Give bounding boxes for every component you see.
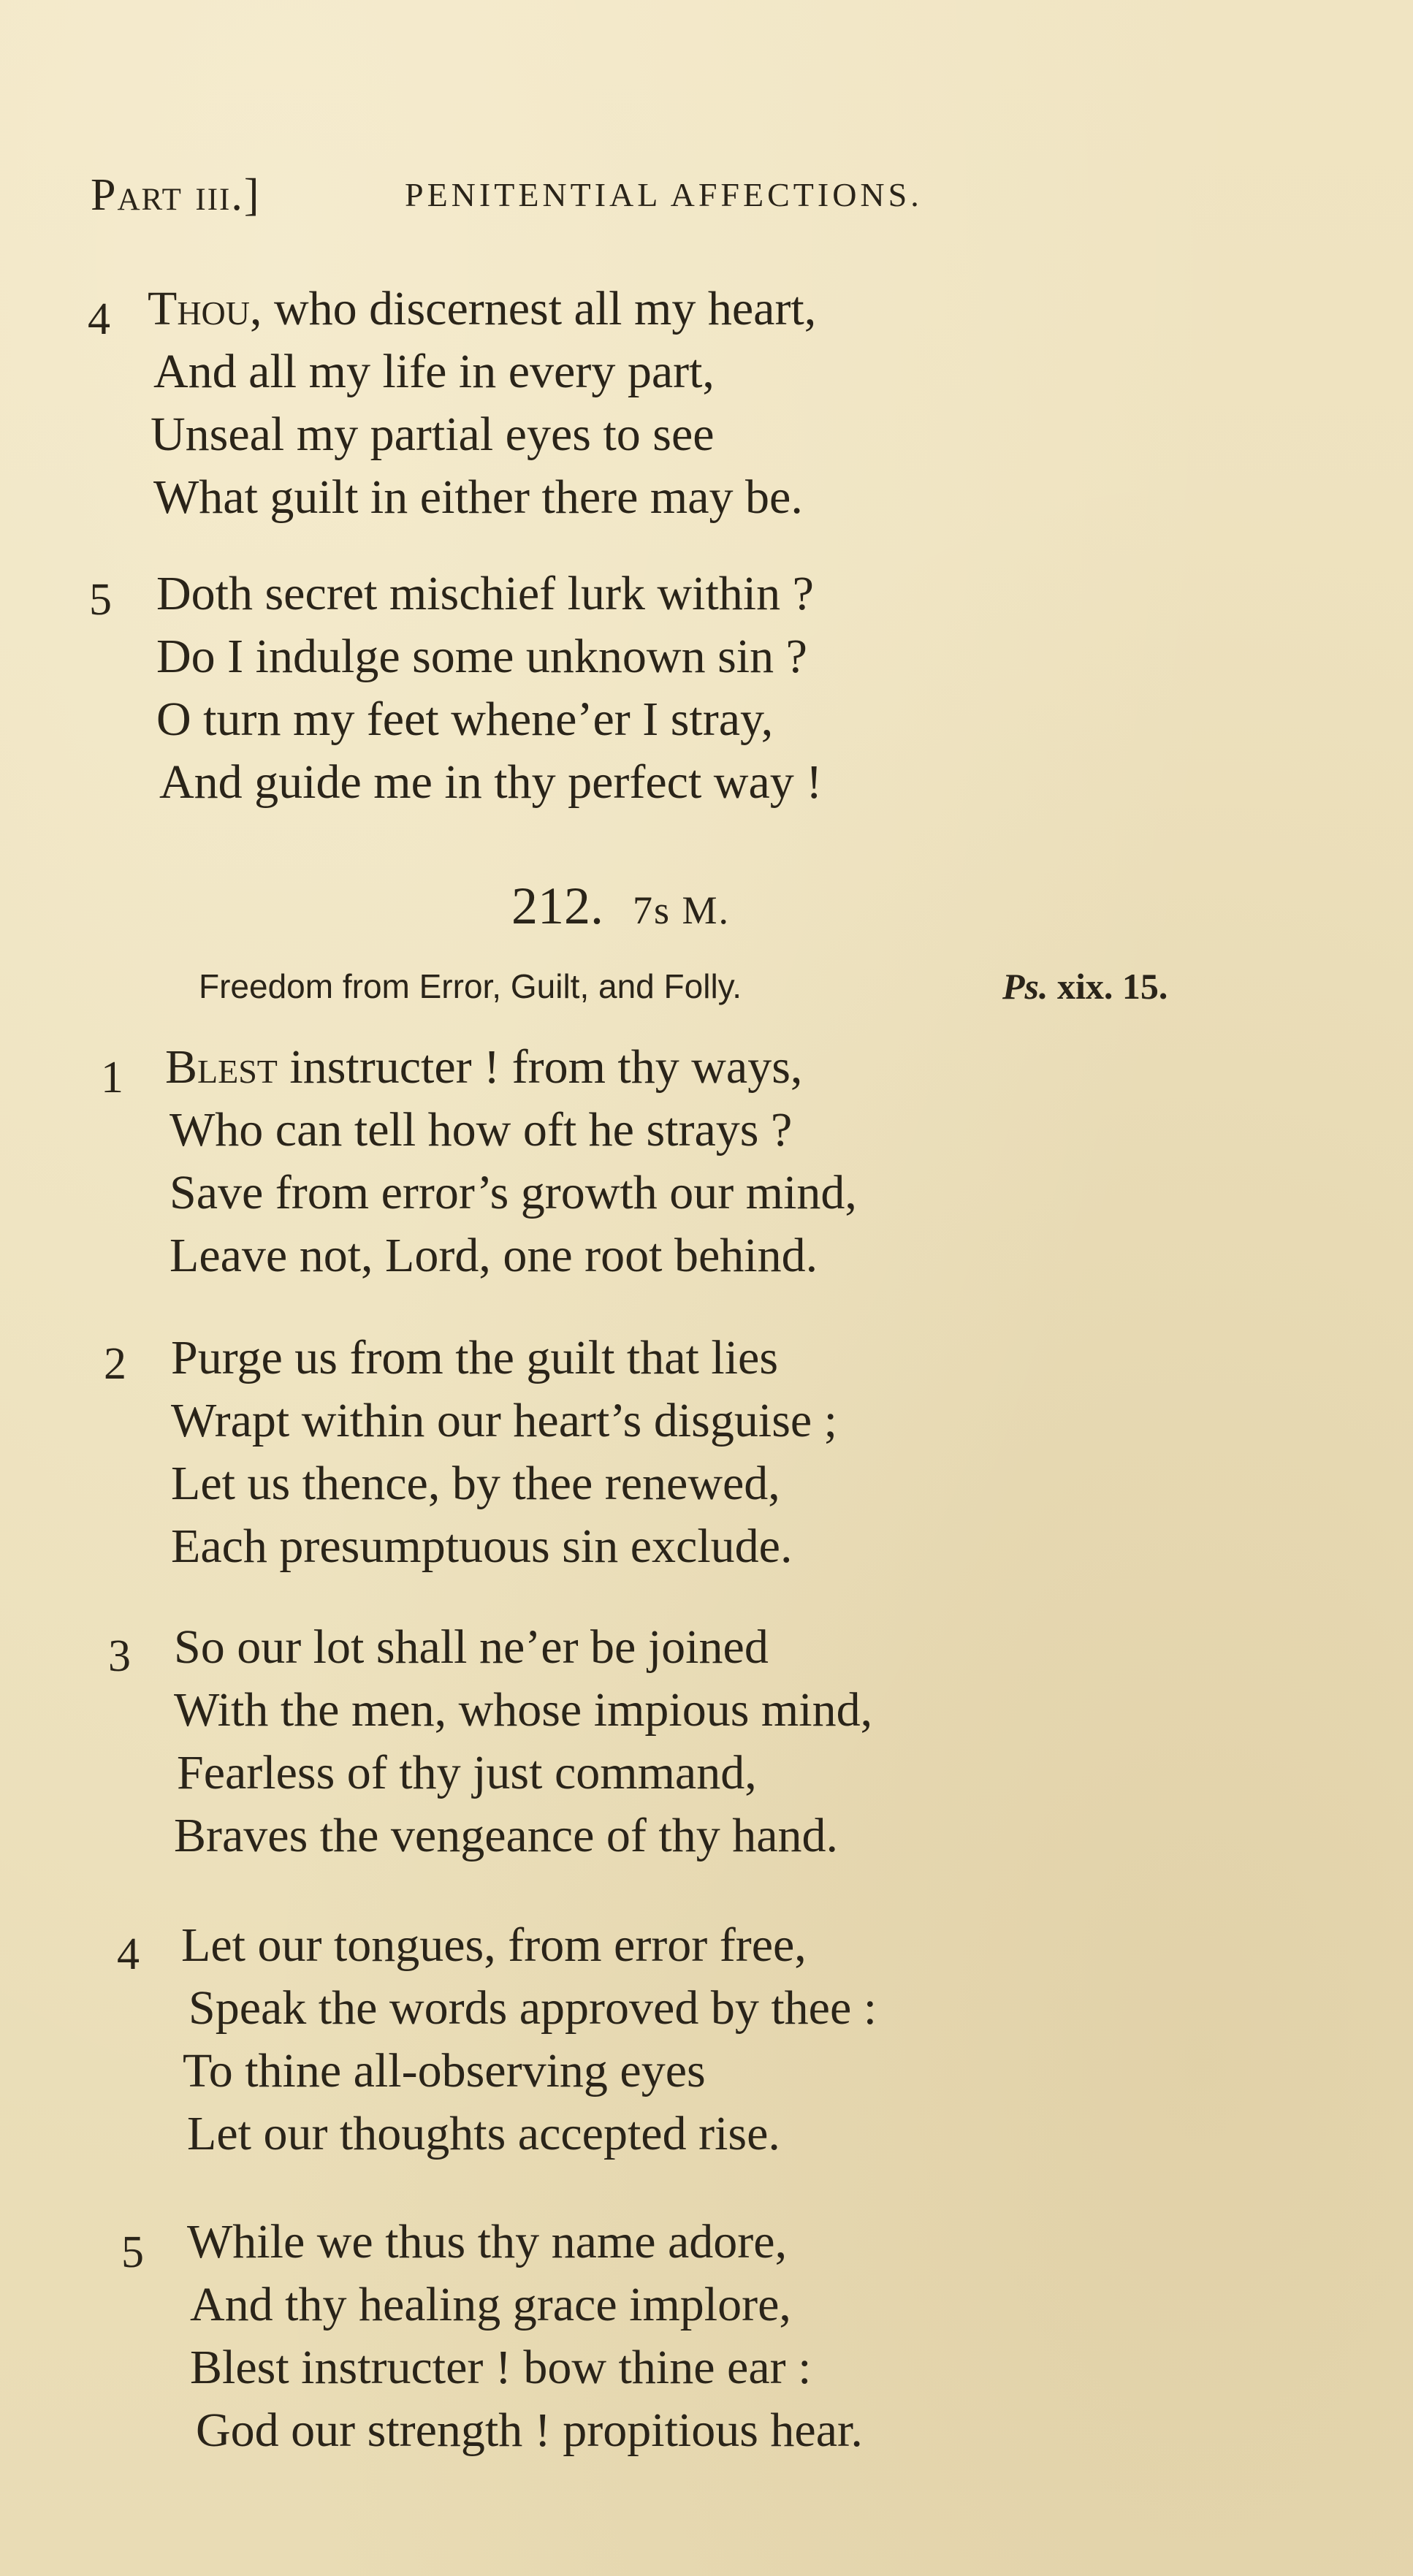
- stanza-number: 5: [89, 575, 112, 625]
- stanza-number: 2: [104, 1339, 126, 1389]
- reference-book: Ps.: [1002, 966, 1048, 1007]
- verse-line: Unseal my partial eyes to see: [151, 408, 715, 461]
- verse-line: Do I indulge some unknown sin ?: [156, 630, 807, 683]
- verse-line: Thou, who discernest all my heart,: [148, 282, 817, 335]
- hymn-heading: [511, 869, 730, 947]
- running-title: PENITENTIAL AFFECTIONS.: [405, 176, 923, 213]
- verse-line: And thy healing grace implore,: [190, 2278, 791, 2331]
- subtitle-text: Freedom from Error, Guilt, and Folly.: [199, 967, 742, 1005]
- reference-verse: xix. 15.: [1057, 966, 1168, 1007]
- verse-line: Speak the words approved by thee :: [188, 1981, 877, 2035]
- verse-line: Blest instructer ! bow thine ear :: [190, 2341, 812, 2394]
- verse-line: And all my life in every part,: [153, 345, 715, 398]
- verse-line: Who can tell how oft he strays ?: [170, 1103, 793, 1156]
- part-label: Part iii.]: [91, 170, 261, 220]
- verse-line: So our lot shall ne’er be joined: [174, 1620, 769, 1674]
- verse-line: Let us thence, by thee renewed,: [171, 1457, 780, 1510]
- hymn-number: 212.: [511, 877, 603, 935]
- verse-line: Let our tongues, from error free,: [181, 1918, 807, 1972]
- verse-line: O turn my feet whene’er I stray,: [156, 693, 774, 746]
- verse-line: Let our thoughts accepted rise.: [187, 2107, 780, 2160]
- verse-line: Leave not, Lord, one root behind.: [170, 1229, 818, 1282]
- stanza-number: 1: [101, 1053, 123, 1102]
- verse-line: Save from error’s growth our mind,: [170, 1166, 857, 1219]
- first-word: Thou,: [148, 282, 262, 335]
- verse-line: Braves the vengeance of thy hand.: [174, 1809, 838, 1862]
- scripture-reference: [1002, 953, 1168, 1019]
- stanza-number: 3: [108, 1631, 131, 1681]
- running-head: [91, 162, 1113, 228]
- verse-line: Purge us from the guilt that lies: [171, 1331, 779, 1384]
- hymn-subtitle: [199, 953, 1236, 1019]
- first-word: Blest: [165, 1040, 278, 1094]
- verse-line: What guilt in either there may be.: [153, 470, 803, 524]
- stanza-number: 5: [121, 2228, 144, 2277]
- verse-line: Blest instructer ! from thy ways,: [165, 1040, 803, 1094]
- verse-line: While we thus thy name adore,: [187, 2215, 788, 2268]
- stanza-number: 4: [88, 294, 110, 344]
- verse-line: Fearless of thy just command,: [177, 1746, 757, 1799]
- verse-line: With the men, whose impious mind,: [174, 1683, 873, 1737]
- verse-line: To thine all-observing eyes: [183, 2044, 706, 2097]
- hymn-meter: 7s M.: [633, 888, 731, 932]
- stanza-number: 4: [117, 1929, 140, 1979]
- verse-line: And guide me in thy perfect way !: [159, 755, 823, 809]
- verse-line: Doth secret mischief lurk within ?: [156, 567, 814, 620]
- verse-line: Each presumptuous sin exclude.: [171, 1520, 793, 1573]
- verse-line: Wrapt within our heart’s disguise ;: [171, 1394, 838, 1447]
- verse-line: God our strength ! propitious hear.: [196, 2404, 863, 2457]
